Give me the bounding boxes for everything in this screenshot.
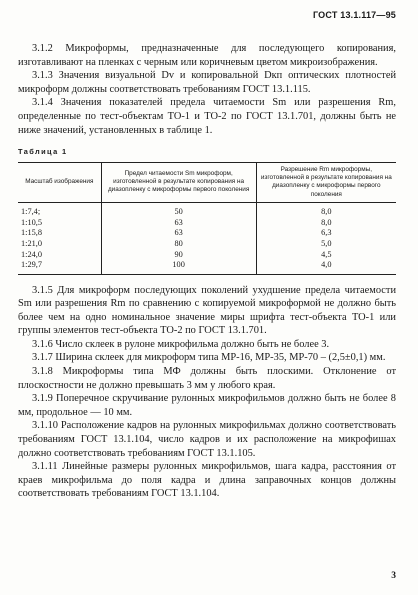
table-row xyxy=(18,249,396,260)
paragraph-3-1-4: 3.1.4 Значения показателей предела читаемости Sm или разрешения Rm, определенные по тест-объектам ТО-1 и ТО-2 по ГОСТ 13.1.701, должны быть не ниже значений, установленных в таблице 1. xyxy=(18,97,396,136)
table-row xyxy=(18,239,396,250)
table-row xyxy=(18,260,396,274)
table-cell-scale: 1:15,8 xyxy=(21,228,42,238)
table-header-sm: Предел читаемости Sm микроформ, изготовленной в результате копирования на диазопленку с микроформы первого поколения xyxy=(101,162,256,202)
table-cell-sm: 80 xyxy=(101,239,256,250)
paragraph-3-1-11: 3.1.11 Линейные размеры рулонных микрофильмов, шага кадра, расстояния от краев микрофильма до поля кадра и длина заправочных концов должны соответствовать требованиям ГОСТ 13.1.104. xyxy=(18,461,396,500)
table-cell-rm: 4,0 xyxy=(256,260,396,274)
paragraph-3-1-7: 3.1.7 Ширина склеек для микроформ типа МР-16, МР-35, МР-70 – (2,5±0,1) мм. xyxy=(32,352,386,364)
paragraph-3-1-3: 3.1.3 Значения визуальной Dv и копировальной Dкп оптических плотностей микроформ должны соответствовать требованиям ГОСТ 13.1.115. xyxy=(18,70,396,95)
table-cell-rm: 6,3 xyxy=(256,228,396,239)
table-cell-scale: 1:29,7 xyxy=(18,260,101,274)
page-number: 3 xyxy=(391,571,396,581)
document-body xyxy=(18,42,396,501)
table-cell-rm: 8,0 xyxy=(256,202,396,217)
table-cell-sm: 90 xyxy=(101,249,256,260)
paragraph-3-1-8: 3.1.8 Микроформы типа МФ должны быть плоскими. Отклонение от плоскостности не должно превышать 3 мм у любого края. xyxy=(18,366,396,391)
table-cell-sm: 100 xyxy=(101,260,256,274)
table-cell-rm: 4,5 xyxy=(256,249,396,260)
table-cell-sm: 50 xyxy=(101,202,256,217)
table-row xyxy=(18,228,396,239)
document-header: ГОСТ 13.1.117—95 xyxy=(312,10,396,20)
table-header-rm: Разрешение Rm микроформы, изготовленной в результате копирования на диазопленку с микроформы первого поколения xyxy=(256,162,396,202)
paragraph-3-1-10: 3.1.10 Расположение кадров на рулонных микрофильмах должно соответствовать требованиям ГОСТ 13.1.104, число кадров и их расположение на микрофишах должно соответствовать требованиям ГОСТ 13.1.105. xyxy=(18,420,396,459)
paragraph-3-1-2: 3.1.2 Микроформы, предназначенные для последующего копирования, изготавливают на пленках с черным или коричневым цветом микроизображения. xyxy=(18,43,396,68)
table-1 xyxy=(18,162,396,275)
table-cell-rm: 8,0 xyxy=(256,218,396,229)
table-header-scale: Масштаб изображения xyxy=(18,162,101,202)
table-cell-scale: 1:7,4; xyxy=(21,207,41,217)
table-cell-rm: 5,0 xyxy=(256,239,396,250)
table-cell-sm: 63 xyxy=(101,228,256,239)
table-caption: Таблица 1 xyxy=(18,147,68,157)
table-row xyxy=(18,218,396,229)
table-header-row xyxy=(18,162,396,202)
table-row xyxy=(18,202,396,217)
table-cell-sm: 63 xyxy=(101,218,256,229)
table-cell-scale: 1:21,0 xyxy=(21,239,42,249)
table-cell-scale: 1:10,5 xyxy=(21,217,42,227)
paragraph-3-1-5: 3.1.5 Для микроформ последующих поколений ухудшение предела читаемости Sm или разрешения Rm по сравнению с копируемой микроформой не должно быть более чем на одно номинальное значение миры шрифта тест-объекта ТО-1 или группы элементов тест-объекта ТО-2 по ГОСТ 13.1.701. xyxy=(18,284,396,337)
paragraph-3-1-9: 3.1.9 Поперечное скручивание рулонных микрофильмов должно быть не более 8 мм, продольное — 10 мм. xyxy=(18,393,396,418)
paragraph-3-1-6: 3.1.6 Число склеек в рулоне микрофильма должно быть не более 3. xyxy=(32,338,330,350)
table-cell-scale: 1:24,0 xyxy=(21,249,42,259)
